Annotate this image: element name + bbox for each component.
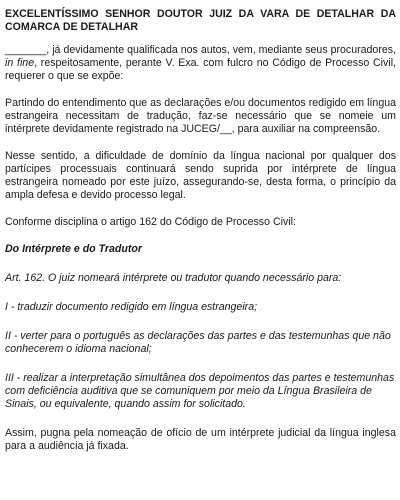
article-text: Art. 162. O juiz nomeará intérprete ou tradutor quando necessário para: (5, 272, 342, 284)
paragraph-translation-need: Partindo do entendimento que as declarações e/ou documentos redigido em língua estrangeira necessitam de tradução, faz-se necessário que se nomeie um intérprete devidamente registrado na JUCEG/__, para auxiliar na compreensão. (5, 97, 396, 135)
document-heading: EXCELENTÍSSIMO SENHOR DOUTOR JUIZ DA VARA DE DETALHAR DA COMARCA DE DETALHAR (5, 8, 396, 33)
article-item-2: II - verter para o português as declarações das partes e das testemunhas que não conhecerem o idioma nacional; (5, 330, 391, 355)
intro-text-part2: , respeitosamente, perante V. Exa. com fulcro no Código de Processo Civil, requerer o que se expõe: (5, 57, 396, 82)
intro-text-part1: , já devidamente qualificada nos autos, vem, mediante seus procuradores, (46, 44, 396, 56)
party-name-blank: _______ (5, 44, 47, 56)
section-title: Do Intérprete e do Tradutor (5, 243, 142, 255)
conclusion-paragraph: Assim, pugna pela nomeação de ofício de um intérprete judicial da língua inglesa para a audiência já fixada. (5, 427, 396, 452)
in-fine-term: in fine (5, 57, 35, 69)
paragraph-legal-basis: Conforme disciplina o artigo 162 do Código de Processo Civil: (5, 216, 296, 228)
paragraph-interpreter-role: Nesse sentido, a dificuldade de domínio da língua nacional por qualquer dos partícipes processuais continuará sendo suprida por intérprete de língua estrangeira nomeado por este juízo, assegurando-se, desta forma, o princípio da ampla defesa e devido processo legal. (5, 150, 396, 201)
intro-paragraph (5, 44, 396, 83)
article-item-1: I - traduzir documento redigido em língua estrangeira; (5, 301, 258, 313)
article-item-3: III - realizar a interpretação simultânea dos depoimentos das partes e testemunhas com deficiência auditiva que se comuniquem por meio da Língua Brasileira de Sinais, ou equivalente, quando assim for solicitado. (5, 372, 395, 410)
